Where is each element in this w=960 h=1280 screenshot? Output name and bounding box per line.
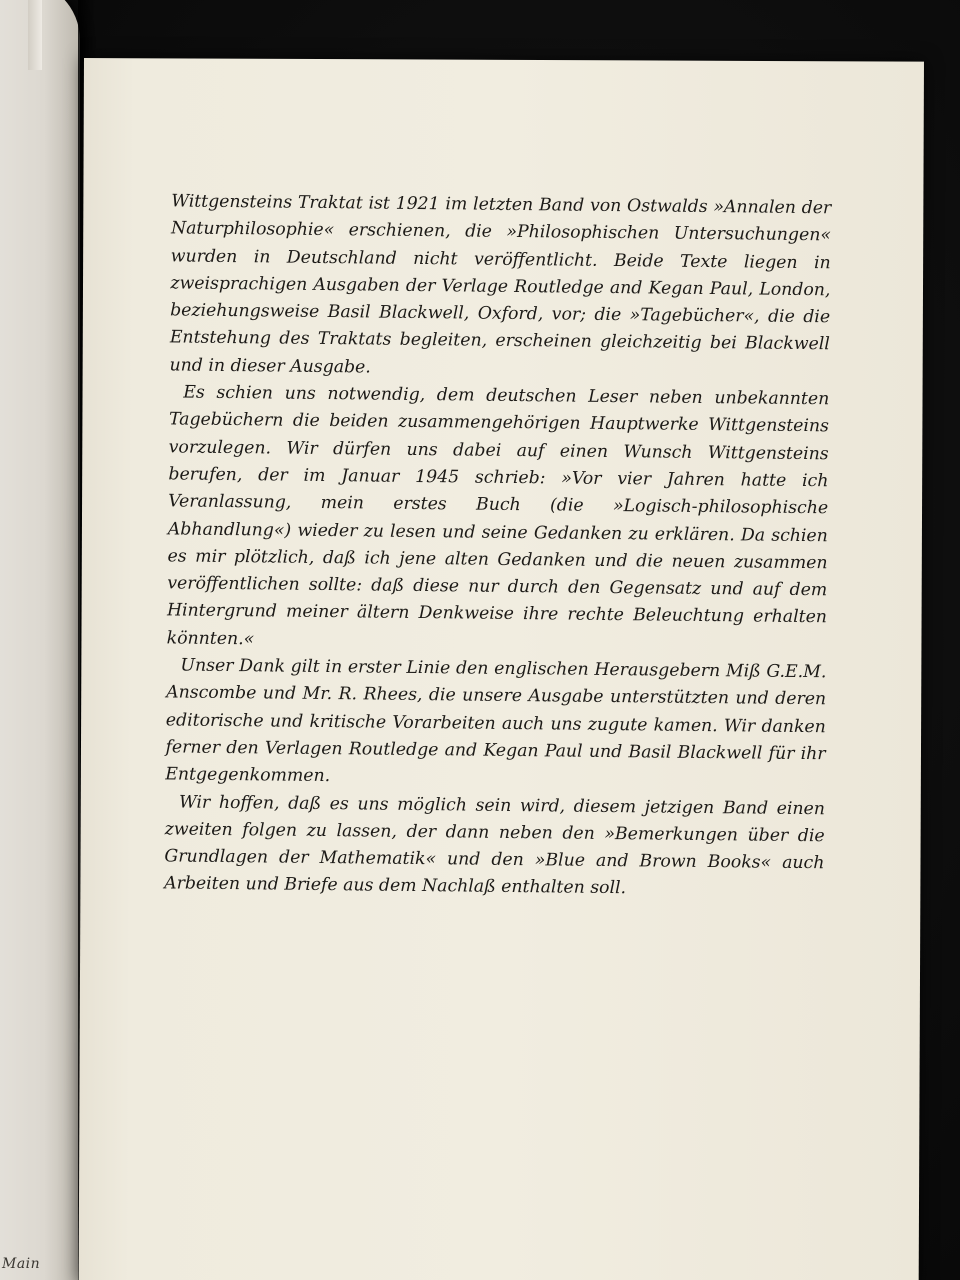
paragraph-1: Wittgensteins Traktat ist 1921 im letzten Band von Ostwalds »Annalen der Naturphilosophie« erschienen, die »Philosophischen Untersuchungen« wurden in Deutschland nicht veröffentlicht. Beide Texte liegen in zweisprachigen Ausgaben der Verlage Routledge and Kegan Paul, London, beziehungsweise Basil Blackwell, Oxford, vor; die »Tagebücher«, die die Entstehung des Traktats begleiten, erscheinen gleichzeitig bei Blackwell und in dieser Ausgabe. bbox=[169, 191, 832, 378]
body-text bbox=[164, 188, 831, 905]
book-page bbox=[79, 58, 924, 1280]
paragraph-3: Unser Dank gilt in erster Linie den englischen Herausgebern Miß G.E.M. Anscombe und Mr. R. Rhees, die unsere Ausgabe unterstützten und deren editorische und kritische Vorarbeiten auch uns zugute kamen. Wir danken ferner den Verlagen Routledge and Kegan Paul und Basil Blackwell für ihr Entgegenkommen. bbox=[165, 655, 827, 787]
left-page-highlight bbox=[28, 0, 42, 70]
paragraph-4: Wir hoffen, daß es uns möglich sein wird, diesem jetzigen Band einen zweiten folgen zu lassen, der dann neben den »Bemerkungen über die Grundlagen der Mathematik« und den »Blue and Brown Books« auch Arbeiten und Briefe aus dem Nachlaß enthalten soll. bbox=[164, 792, 826, 899]
paragraph-2: Es schien uns notwendig, dem deutschen Leser neben unbekannten Tagebüchern die beiden zusammengehörigen Hauptwerke Wittgensteins vorzulegen. Wir dürfen uns dabei auf einen Wunsch Wittgensteins berufen, der im Januar 1945 schrieb: »Vor vier Jahren hatte ich Veranlassung, mein erstes Buch (die »Logisch-philosophische Abhandlung«) wieder zu lesen und seine Gedanken zu erklären. Da schien es mir plötzlich, daß ich jene alten Gedanken und die neuen zusammen veröffentlichen sollte: daß diese nur durch den Gegensatz und auf dem Hintergrund meiner ältern Denkweise ihre rechte Beleuchtung erhalten könnten.« bbox=[166, 382, 830, 650]
left-page-text-fragment: Main bbox=[2, 1256, 41, 1272]
left-page-edge bbox=[0, 0, 80, 1280]
